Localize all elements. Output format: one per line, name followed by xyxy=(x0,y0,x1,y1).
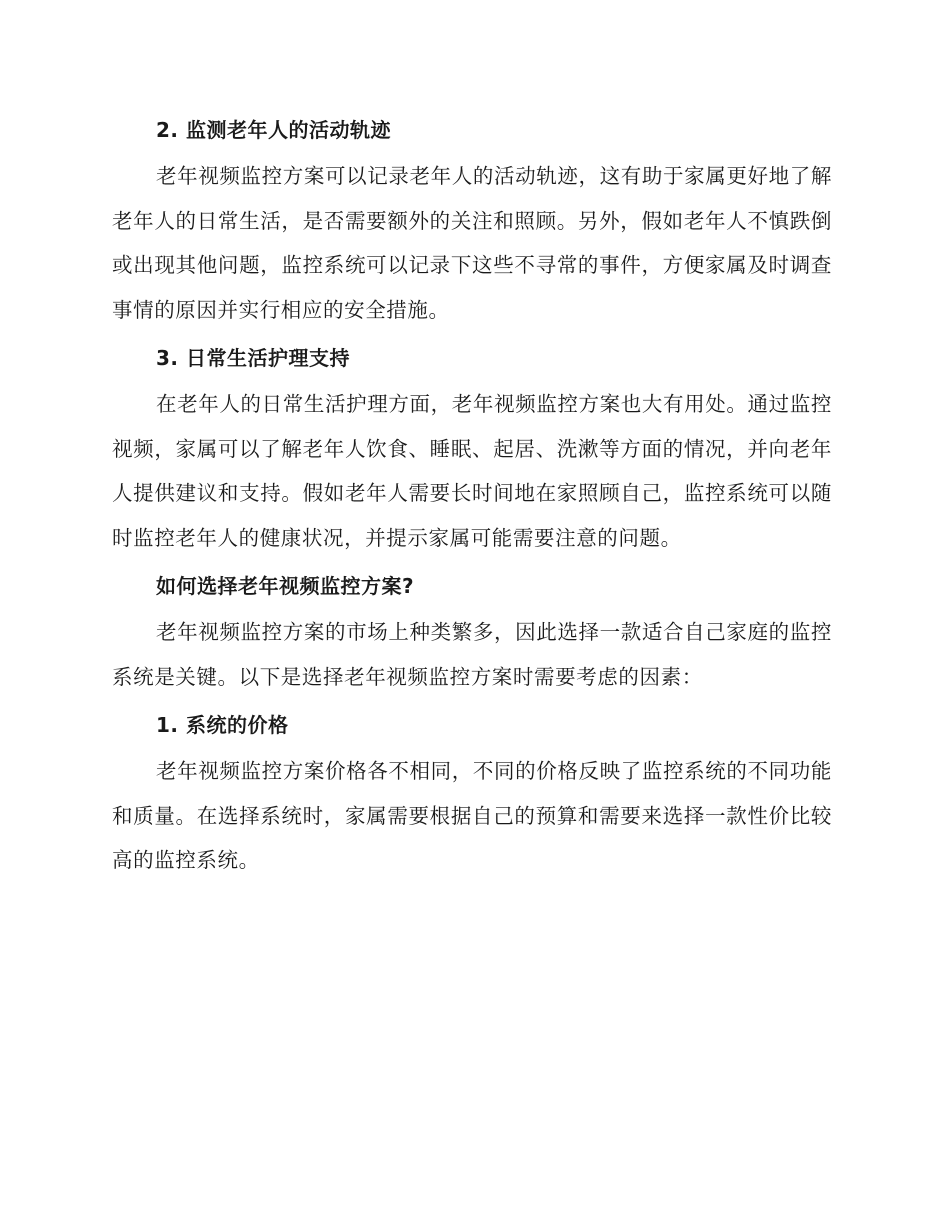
section-paragraph-activity-tracking: 老年视频监控方案可以记录老年人的活动轨迹，这有助于家属更好地了解老年人的日常生活，是否需要额外的关注和照顾。另外，假如老年人不慎跌倒或出现其他问题，监控系统可以记录下这些不寻常的事件，方便家属及时调查事情的原因并实行相应的安全措施。 xyxy=(112,164,832,322)
section-heading-activity-tracking: 2. 监测老年人的活动轨迹 xyxy=(156,118,391,142)
section-heading-daily-care: 3. 日常生活护理支持 xyxy=(156,346,350,370)
section-paragraph-system-price: 老年视频监控方案价格各不相同，不同的价格反映了监控系统的不同功能和质量。在选择系统时，家属需要根据自己的预算和需要来选择一款性价比较高的监控系统。 xyxy=(112,759,832,872)
document-page xyxy=(112,110,832,883)
section-heading-system-price: 1. 系统的价格 xyxy=(156,713,289,737)
section-paragraph-daily-care: 在老年人的日常生活护理方面，老年视频监控方案也大有用处。通过监控视频，家属可以了解老年人饮食、睡眠、起居、洗漱等方面的情况，并向老年人提供建议和支持。假如老年人需要长时间地在家照顾自己，监控系统可以随时监控老年人的健康状况，并提示家属可能需要注意的问题。 xyxy=(112,392,832,550)
section-heading-how-to-choose: 如何选择老年视频监控方案? xyxy=(156,574,415,598)
section-paragraph-how-to-choose: 老年视频监控方案的市场上种类繁多，因此选择一款适合自己家庭的监控系统是关键。以下是选择老年视频监控方案时需要考虑的因素： xyxy=(112,620,832,689)
